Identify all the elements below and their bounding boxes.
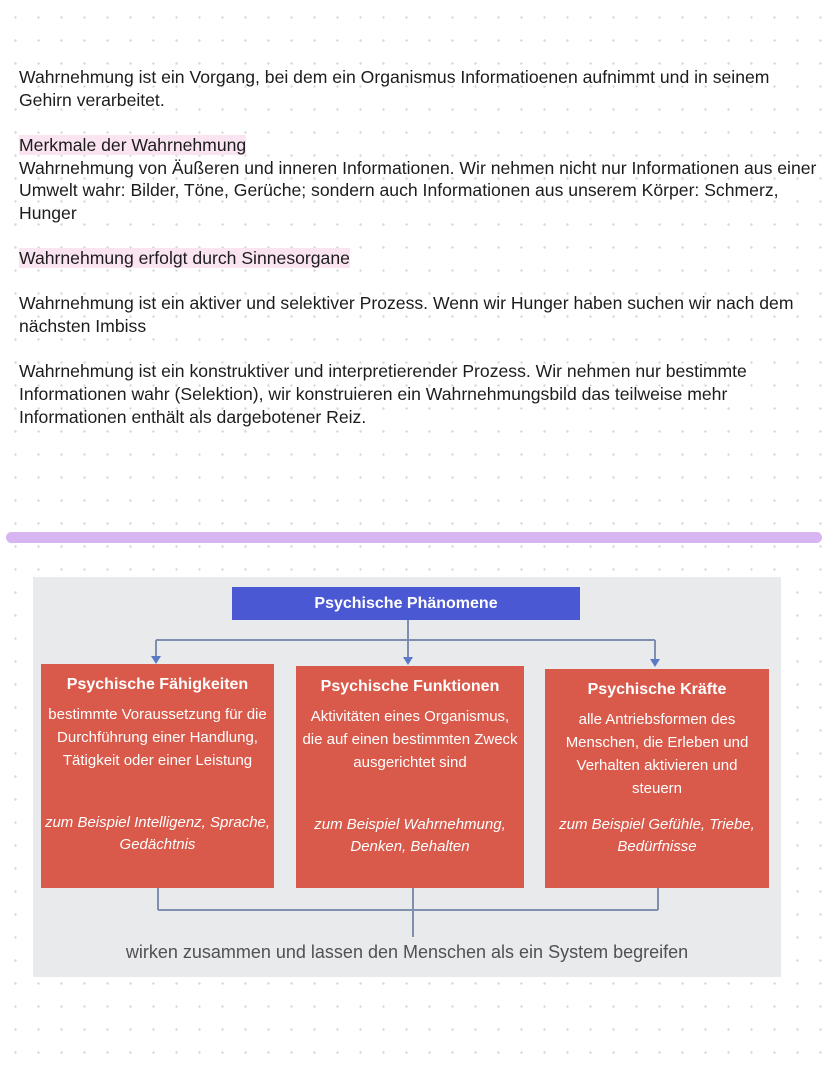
title-kraefte: Psychische Kräfte — [587, 681, 727, 698]
paragraph-info: Wahrnehmung von Äußeren und inneren Informationen. Wir nehmen nicht nur Informationen aus einer Umwelt wahr: Bilder, Töne, Gerüche; sondern auch Informationen aus unserem Körper: Schmerz, Hunger — [19, 157, 817, 224]
arrow-left-icon — [151, 656, 161, 664]
heading-sinnesorgane: Wahrnehmung erfolgt durch Sinnesorgane — [19, 248, 350, 269]
box-psychische-phaenomene: Psychische Phänomene — [232, 587, 580, 620]
desc-kraefte: alle Antriebsformen des Menschen, die Erleben und Verhalten aktivieren und steuern — [565, 711, 749, 797]
box-funktionen — [296, 666, 524, 888]
example-faehigkeiten: zum Beispiel Intelligenz, Sprache, Gedächtnis — [44, 814, 271, 853]
section-divider — [6, 532, 822, 543]
title-faehigkeiten: Psychische Fähigkeiten — [66, 676, 249, 693]
arrow-right-icon — [650, 659, 660, 667]
box-kraefte — [545, 669, 769, 888]
diagram-figure — [33, 577, 781, 977]
desc-funktionen: Aktivitäten eines Organismus, die auf einen bestimmten Zweck ausgerichtet sind — [302, 708, 518, 771]
title-funktionen: Psychische Funktionen — [320, 678, 500, 695]
box-faehigkeiten — [41, 664, 274, 888]
notes-text — [19, 66, 819, 428]
arrow-middle-icon — [403, 657, 413, 665]
example-kraefte: zum Beispiel Gefühle, Triebe, Bedürfnisse — [559, 816, 755, 855]
diagram-caption: wirken zusammen und lassen den Menschen als ein System begreifen — [125, 942, 689, 962]
definition-paragraph: Wahrnehmung ist ein Vorgang, bei dem ein Organismus Informatioenen aufnimmt und in seinem Gehirn verarbeitet. — [19, 67, 770, 110]
paragraph-aktiv: Wahrnehmung ist ein aktiver und selektiver Prozess. Wenn wir Hunger haben suchen wir nach dem nächsten Imbiss — [19, 293, 794, 337]
desc-faehigkeiten: bestimmte Voraussetzung für die Durchführung einer Handlung, Tätigkeit oder einer Leistung — [48, 706, 267, 769]
example-funktionen: zum Beispiel Wahrnehmung, Denken, Behalten — [314, 816, 506, 855]
paragraph-konstruktiv: Wahrnehmung ist ein konstruktiver und interpretierender Prozess. Wir nehmen nur bestimmte Informationen wahr (Selektion), wir konstruieren ein Wahrnehmungsbild das teilweise mehr Informationen enthält als dargebotener Reiz. — [19, 361, 747, 427]
heading-merkmale: Merkmale der Wahrnehmung — [19, 134, 247, 155]
